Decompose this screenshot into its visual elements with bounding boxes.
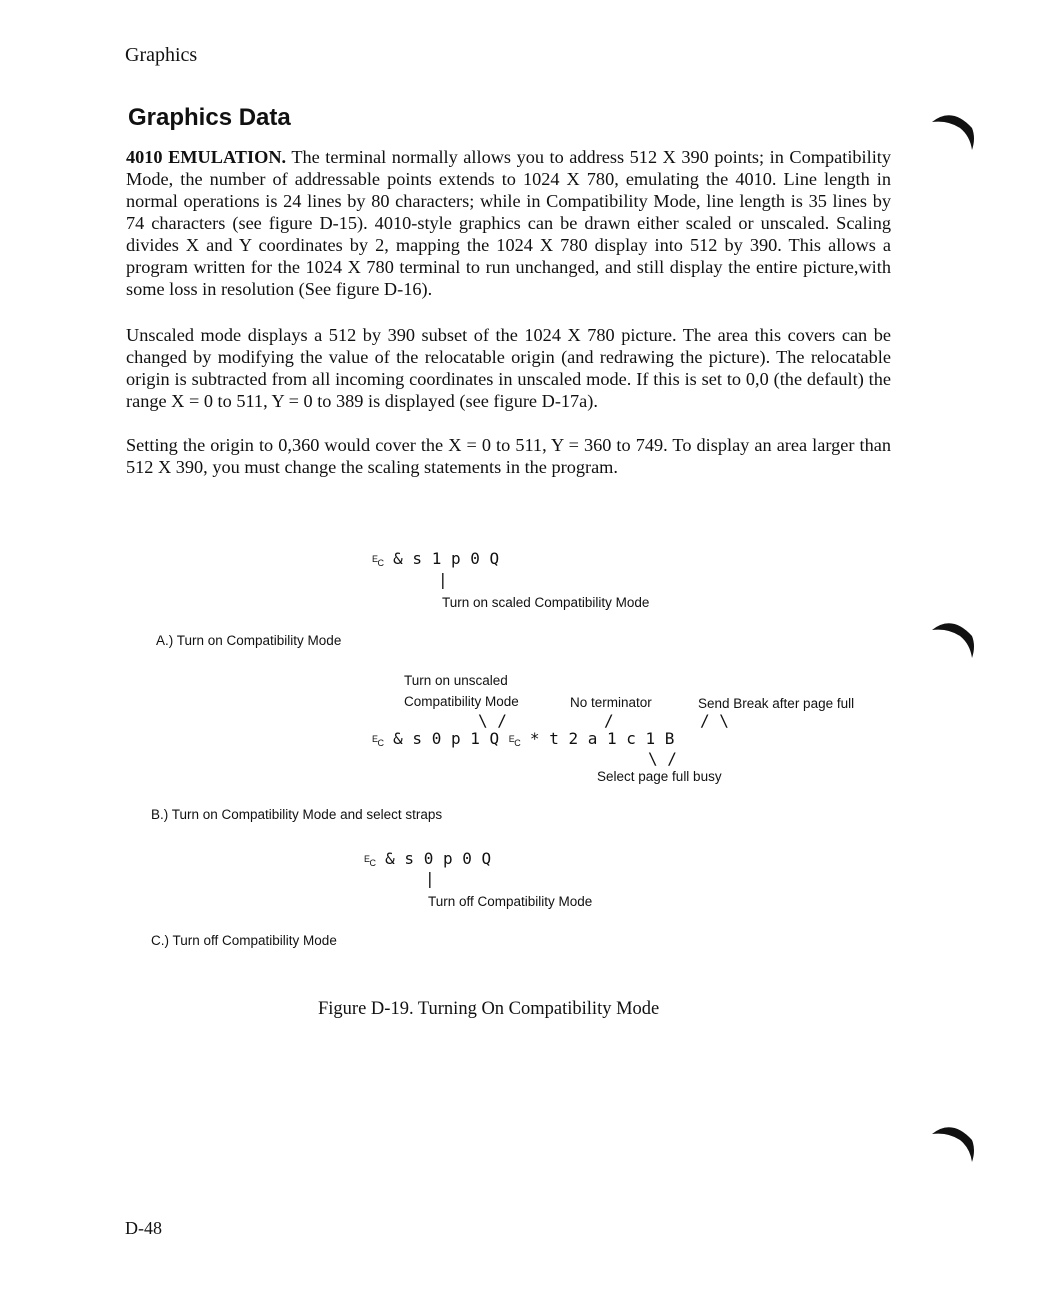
paragraph-body: The terminal normally allows you to address 512 X 390 points; in Compatibility Mode, the number of addressable points extends to 1024 X 780, emulating the 4010. Line length in normal operations is 24 lines by 80 characters; while in Compatibility Mode, line length is 35 lines by 74 characters (see figure D-15). 4010-style graphics can be drawn either scaled or unscaled. Scaling divides X and Y coordinates by 2, mapping the 1024 X 780 display into 512 by 390. This allows a program written for the 1024 X 780 terminal to run unchanged, and still display the entire picture,with some loss in resolution (See figure D-16). [126, 147, 891, 299]
annotation-a: Turn on scaled Compatibility Mode [442, 595, 650, 610]
paragraph-lead: 4010 EMULATION. [126, 147, 287, 167]
pointer-a: | [438, 570, 448, 589]
running-header: Graphics [125, 44, 198, 66]
annotation-c: Turn off Compatibility Mode [428, 894, 593, 909]
escape-icon: $E_C$ [372, 554, 384, 568]
page-number: D-48 [125, 1218, 162, 1238]
label-a: A.) Turn on Compatibility Mode [156, 633, 342, 648]
label-c: C.) Turn off Compatibility Mode [151, 933, 337, 948]
pointers-bottom: \ / [648, 749, 677, 768]
paragraph-4010-emulation [126, 146, 891, 300]
binder-mark-icon [930, 616, 980, 666]
binder-mark-icon [930, 108, 980, 158]
figure-caption: Figure D-19. Turning On Compatibility Mode [318, 999, 660, 1019]
escape-icon: $E_C$ [364, 854, 376, 868]
annotation-no-terminator: No terminator [570, 695, 652, 710]
annotation-unscaled-1: Turn on unscaled [404, 673, 508, 688]
pointers-right: / \ [700, 711, 729, 730]
annotation-page-full: Select page full busy [597, 769, 722, 784]
annotation-unscaled-2: Compatibility Mode [404, 694, 519, 709]
sequence-b: $E_C$ & s 0 p 1 Q $E_C$ * t 2 a 1 c 1 B [372, 729, 675, 748]
paragraph-origin: Setting the origin to 0,360 would cover the X = 0 to 511, Y = 360 to 749. To display an area larger than 512 X 390, you must change the scaling statements in the program. [126, 435, 891, 477]
pointer-c: | [425, 869, 435, 888]
label-b: B.) Turn on Compatibility Mode and select straps [151, 807, 443, 822]
pointers-left: \ / [478, 711, 507, 730]
sequence-c: $E_C$ & s 0 p 0 Q [364, 849, 492, 868]
paragraph-unscaled-mode: Unscaled mode displays a 512 by 390 subset of the 1024 X 780 picture. The area this covers can be changed by modifying the value of the relocatable origin (and redrawing the picture). The relocatable origin is subtracted from all incoming coordinates in unscaled mode. If this is set to 0,0 (the default) the range X = 0 to 511, Y = 0 to 389 is displayed (see figure D-17a). [126, 325, 891, 411]
sequence-a: $E_C$ & s 1 p 0 Q [372, 549, 500, 568]
escape-icon: $E_C$ [372, 734, 384, 748]
section-title: Graphics Data [128, 104, 291, 131]
annotation-send-break: Send Break after page full [698, 696, 855, 711]
escape-icon: $E_C$ [508, 734, 521, 748]
binder-mark-icon [930, 1120, 980, 1170]
pointer-mid: / [604, 711, 614, 730]
